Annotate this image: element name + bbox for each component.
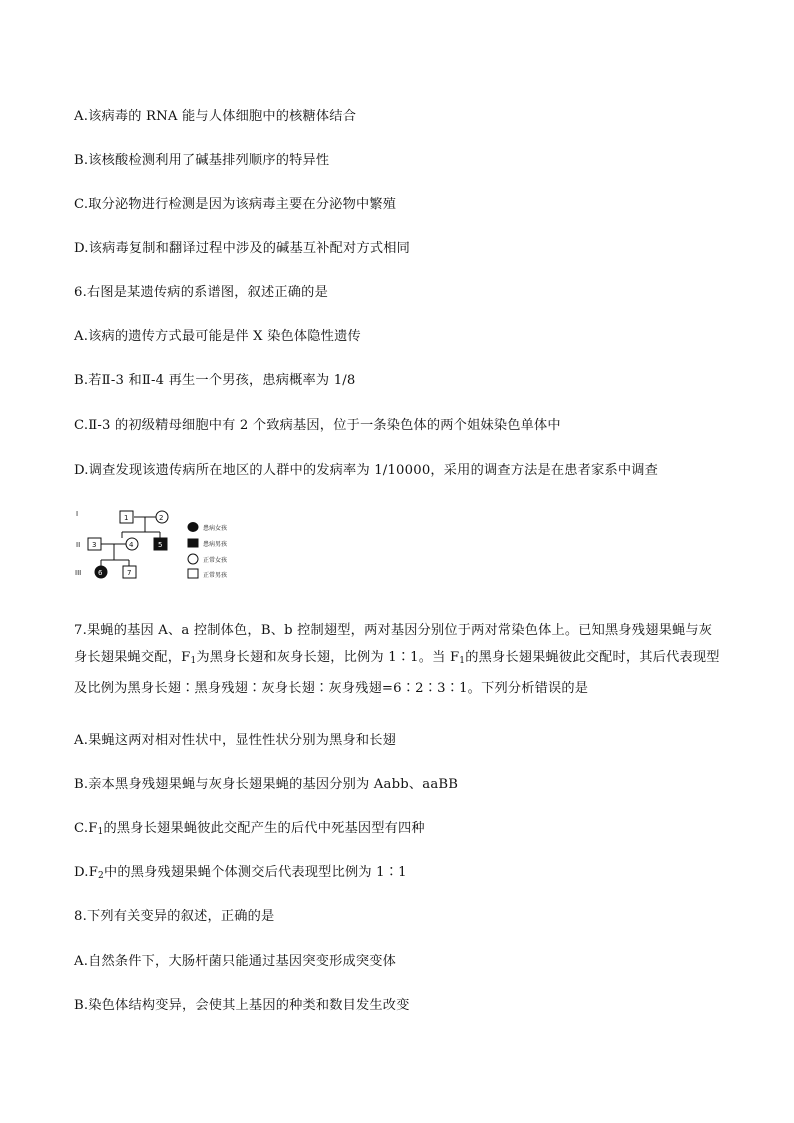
q7-option-d <box>74 861 407 881</box>
number-5: 5 <box>158 541 163 549</box>
q5-option-d: D.该病毒复制和翻译过程中涉及的碱基互补配对方式相同 <box>74 241 410 256</box>
generation-label-2: II <box>76 541 81 549</box>
q7-option-a: A.果蝇这两对相对性状中，显性性状分别为黑身和长翅 <box>74 733 397 748</box>
legend-normal-female-label: 正常女孩 <box>203 557 228 564</box>
legend-affected-male-symbol <box>188 539 198 547</box>
q6-stem: 6.右图是某遗传病的系谱图，叙述正确的是 <box>74 285 328 300</box>
q7-stem-part1: 7.果蝇的基因 A、a 控制体色，B、b 控制翅型，两对基因分别位于两对常染色体上。已知黑身残翅果蝇与灰身长翅果蝇交配，F <box>74 623 713 665</box>
number-2: 2 <box>159 514 164 522</box>
q7-option-b: B.亲本黑身残翅果蝇与灰身长翅果蝇的基因分别为 Aabb、aaBB <box>74 777 459 792</box>
q7-stem-part3: 的黑身长翅果蝇彼此交配时，其后代表现型及比例为黑身长翅∶黑身残翅∶灰身长翅∶灰身残翅=6∶2∶3∶1。下列分析错误的是 <box>74 650 720 696</box>
pedigree-chart <box>74 506 274 586</box>
legend-normal-female-symbol <box>188 554 198 564</box>
number-7: 7 <box>127 569 132 577</box>
q7-option-c-sub: 1 <box>97 827 104 837</box>
q7-option-d-pre: D.F <box>74 865 99 880</box>
generation-label-3: III <box>75 569 82 577</box>
legend-normal-male-label: 正常男孩 <box>203 572 228 579</box>
q6-option-d: D.调查发现该遗传病所在地区的人群中的发病率为 1/10000，采用的调查方法是在患者家系中调查 <box>74 463 658 478</box>
q7-option-c-post: 的黑身长翅果蝇彼此交配产生的后代中死基因型有四种 <box>103 821 425 836</box>
q6-option-a: A.该病的遗传方式最可能是伴 X 染色体隐性遗传 <box>74 329 361 344</box>
q5-option-c: C.取分泌物进行检测是因为该病毒主要在分泌物中繁殖 <box>74 197 397 212</box>
legend-affected-female-symbol <box>188 523 198 532</box>
number-6: 6 <box>98 569 103 577</box>
q7-subscript-1: 1 <box>190 656 197 666</box>
legend-normal-male-symbol <box>188 569 198 578</box>
number-4: 4 <box>129 541 134 549</box>
q7-option-c <box>74 817 425 837</box>
number-3: 3 <box>92 541 97 549</box>
q8-option-b: B.染色体结构变异，会使其上基因的种类和数目发生改变 <box>74 998 410 1013</box>
q7-option-d-sub: 2 <box>98 871 104 881</box>
q5-option-a: A.该病毒的 RNA 能与人体细胞中的核糖体结合 <box>74 109 357 124</box>
q7-stem-part2: 为黑身长翅和灰身长翅，比例为 1∶1。当 F <box>196 650 460 665</box>
q7-subscript-2: 1 <box>459 656 466 666</box>
q6-option-c: C.Ⅱ-3 的初级精母细胞中有 2 个致病基因，位于一条染色体的两个姐妹染色单体中 <box>74 418 561 433</box>
q8-stem: 8.下列有关变异的叙述，正确的是 <box>74 909 275 924</box>
q6-option-b: B.若Ⅱ-3 和Ⅱ-4 再生一个男孩，患病概率为 1/8 <box>74 373 356 388</box>
q7-option-d-post: 中的黑身残翅果蝇个体测交后代表现型比例为 1∶1 <box>103 865 407 880</box>
q5-option-b: B.该核酸检测利用了碱基排列顺序的特异性 <box>74 153 330 168</box>
q7-option-c-pre: C.F <box>74 821 98 836</box>
legend-affected-female-label: 患病女孩 <box>203 525 228 532</box>
generation-label-1: I <box>76 510 79 518</box>
q7-stem <box>74 617 724 702</box>
q8-option-a: A.自然条件下，大肠杆菌只能通过基因突变形成突变体 <box>74 954 397 969</box>
number-1: 1 <box>124 514 129 522</box>
legend-affected-male-label: 患病男孩 <box>203 541 228 548</box>
